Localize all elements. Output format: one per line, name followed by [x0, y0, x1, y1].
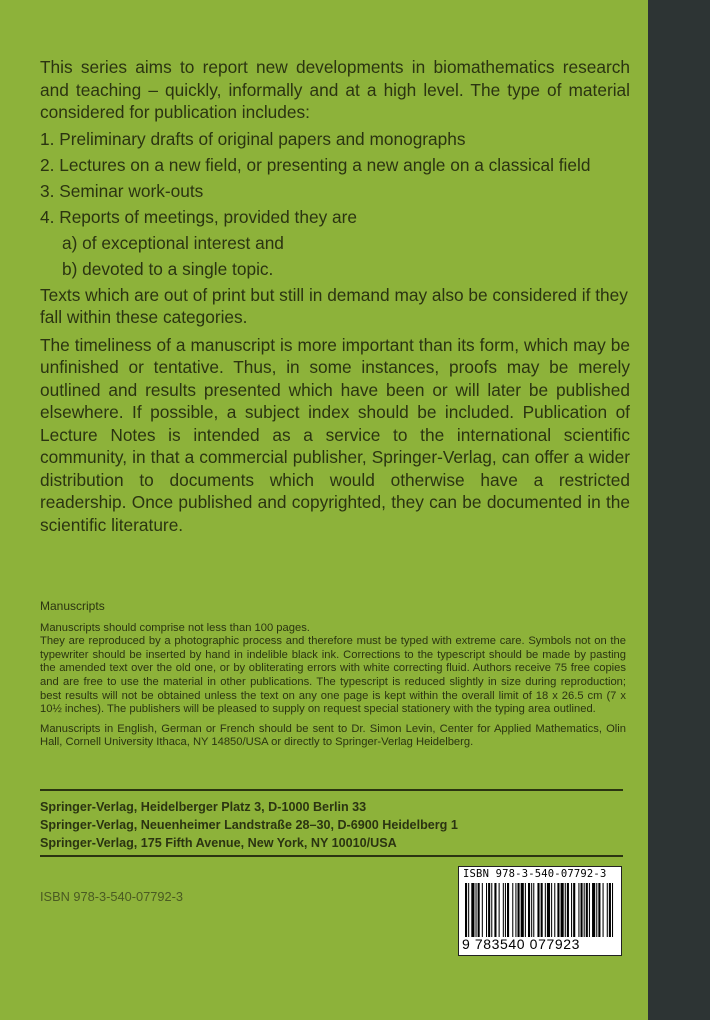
manuscripts-section	[40, 600, 626, 750]
sub-list-item: a) of exceptional interest and	[62, 232, 284, 253]
manuscripts-instructions-paragraph: They are reproduced by a photographic process and therefore must be typed with extreme care. Symbols not on the typewriter should be inserted by hand in indelible black ink. Corrections to the typescript should be made by pasting the amended text over the old one, or by obliterating errors with white correcting fluid. Authors receive 75 free copies and are free to use the material in other publications. The typescript is reduced slightly in size during reproduction; best results will not be obtained unless the text on any one page is kept within the overall limit of 18 x 26.5 cm (7 x 10½ inches). The publishers will be pleased to supply on request special stationery with the typing area outlined.	[40, 635, 626, 716]
divider-bottom	[40, 855, 623, 857]
intro-paragraph: This series aims to report new developments in biomathematics research and teaching – quickly, informally and at a high level. The type of material considered for publication includes:	[40, 57, 630, 122]
isbn-label: ISBN 978-3-540-07792-3	[40, 889, 183, 904]
list-item: 4. Reports of meetings, provided they are	[40, 206, 357, 227]
manuscripts-length-paragraph: Manuscripts should comprise not less than 100 pages.	[40, 621, 310, 634]
list-item: 1. Preliminary drafts of original papers and monographs	[40, 128, 466, 149]
series-description	[40, 56, 630, 536]
divider-top	[40, 789, 623, 791]
address-line: Springer-Verlag, Heidelberger Platz 3, D-1000 Berlin 33	[40, 800, 367, 814]
manuscripts-heading: Manuscripts	[40, 599, 105, 613]
barcode-bars	[463, 883, 617, 937]
manuscripts-submission-paragraph: Manuscripts in English, German or French should be sent to Dr. Simon Levin, Center for Applied Mathematics, Olin Hall, Cornell University Ithaca, NY 14850/USA or directly to Springer-Verlag Heidelberg.	[40, 722, 626, 749]
material-list	[40, 128, 630, 281]
out-of-print-paragraph: Texts which are out of print but still in demand may also be considered if they fall within these categories.	[40, 284, 628, 327]
isbn-barcode	[458, 866, 622, 956]
timeliness-paragraph: The timeliness of a manuscript is more important than its form, which may be unfinished or tentative. Thus, in some instances, proofs may be merely outlined and results presented which have been or will later be published elsewhere. If possible, a subject index should be included. Publication of Lecture Notes is intended as a service to the international scientific community, in that a commercial publisher, Springer-Verlag, can offer a wider distribution to documents which would otherwise have a restricted readership. Once published and copyrighted, they can be documented in the scientific literature.	[40, 334, 630, 535]
sub-list-item: b) devoted to a single topic.	[62, 258, 274, 279]
list-item: 3. Seminar work-outs	[40, 180, 204, 201]
list-item: 2. Lectures on a new field, or presenting a new angle on a classical field	[40, 154, 591, 175]
address-line: Springer-Verlag, 175 Fifth Avenue, New York, NY 10010/USA	[40, 836, 397, 850]
barcode-isbn-text: ISBN 978-3-540-07792-3	[463, 868, 607, 880]
book-spine	[648, 0, 710, 1020]
publisher-addresses	[40, 798, 630, 852]
address-line: Springer-Verlag, Neuenheimer Landstraße 28–30, D-6900 Heidelberg 1	[40, 818, 458, 832]
barcode-number: 9 783540 077923	[462, 936, 580, 952]
